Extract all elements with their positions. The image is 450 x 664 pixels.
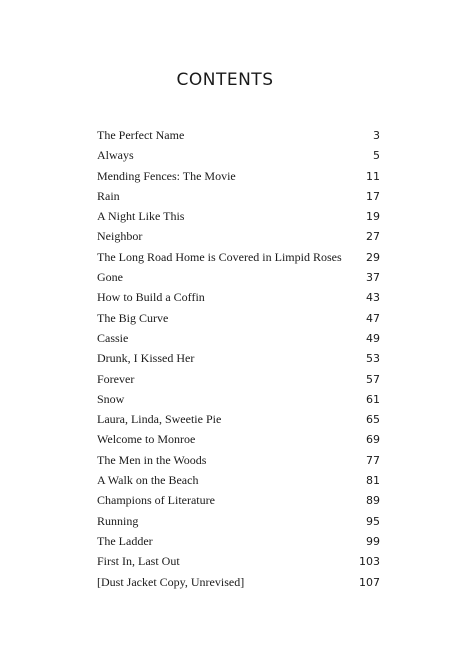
toc-entry bbox=[97, 247, 380, 267]
toc-entry-title: Snow bbox=[97, 391, 125, 406]
toc-entry bbox=[97, 389, 380, 409]
toc-entry-page-number: 95 bbox=[366, 514, 380, 528]
toc-entry-page-number: 11 bbox=[366, 169, 380, 183]
toc-entry bbox=[97, 267, 380, 287]
toc-entry-title: The Men in the Woods bbox=[97, 452, 207, 467]
toc-entry-title: The Perfect Name bbox=[97, 128, 185, 142]
toc-entry-title: Always bbox=[97, 148, 134, 163]
toc-entry bbox=[97, 125, 380, 145]
toc-entry bbox=[97, 429, 380, 449]
toc-entry-page-number: 77 bbox=[366, 453, 380, 467]
toc-entry bbox=[97, 287, 380, 307]
toc-entry bbox=[97, 226, 380, 246]
toc-entry-title: Gone bbox=[97, 270, 123, 285]
toc-entry bbox=[97, 308, 380, 328]
toc-entry-page-number: 57 bbox=[366, 372, 380, 386]
toc-entry bbox=[97, 348, 380, 368]
toc-entry bbox=[97, 206, 380, 226]
toc-entry-title: Running bbox=[97, 513, 139, 528]
toc-entry bbox=[97, 145, 380, 165]
toc-entry bbox=[97, 511, 380, 531]
toc-entry-page-number: 61 bbox=[366, 392, 380, 406]
toc-entry-title: The Ladder bbox=[97, 533, 153, 548]
toc-entry-page-number: 81 bbox=[366, 474, 380, 488]
toc-entry-title: Laura, Linda, Sweetie Pie bbox=[97, 412, 222, 427]
toc-entry-title: A Night Like This bbox=[97, 209, 185, 224]
toc-entry-title: Champions of Literature bbox=[97, 493, 215, 508]
toc-entry bbox=[97, 470, 380, 490]
toc-entry-title: Drunk, I Kissed Her bbox=[97, 351, 195, 366]
toc-entry bbox=[97, 450, 380, 470]
toc-entry-title: The Big Curve bbox=[97, 310, 169, 325]
toc-entry-title: The Long Road Home is Covered in Limpid Roses bbox=[97, 249, 342, 264]
toc-entry-title: How to Build a Coffin bbox=[97, 290, 205, 305]
toc-entry-page-number: 89 bbox=[366, 494, 380, 508]
toc-entry-title: Rain bbox=[97, 188, 120, 203]
toc-entry-page-number: 99 bbox=[366, 534, 380, 548]
toc-entry bbox=[97, 328, 380, 348]
toc-entry-title: First In, Last Out bbox=[97, 554, 180, 569]
toc-entry-page-number: 47 bbox=[366, 311, 380, 325]
toc-entry-page-number: 49 bbox=[366, 331, 380, 345]
toc-entry-title: Cassie bbox=[97, 330, 129, 345]
toc-entry-title: Welcome to Monroe bbox=[97, 432, 196, 447]
toc-entry-title: A Walk on the Beach bbox=[97, 473, 199, 488]
toc-entry-page-number: 69 bbox=[366, 433, 380, 447]
toc-entry-page-number: 29 bbox=[366, 250, 380, 264]
toc-entry-page-number: 53 bbox=[366, 352, 380, 366]
toc-entry-page-number: 27 bbox=[366, 230, 380, 244]
toc-entry-title: Neighbor bbox=[97, 229, 143, 244]
toc-entry bbox=[97, 490, 380, 510]
toc-entry-page-number: 3 bbox=[373, 129, 380, 142]
toc-entry-page-number: 37 bbox=[366, 271, 380, 285]
toc-entry-title: [Dust Jacket Copy, Unrevised] bbox=[97, 574, 245, 589]
toc-entry-title: Forever bbox=[97, 371, 135, 386]
toc-entry-page-number: 43 bbox=[366, 291, 380, 305]
table-of-contents bbox=[97, 125, 380, 592]
toc-entry-title: Mending Fences: The Movie bbox=[97, 168, 236, 183]
toc-entry-page-number: 19 bbox=[366, 210, 380, 224]
toc-entry bbox=[97, 531, 380, 551]
contents-heading: CONTENTS bbox=[176, 70, 274, 90]
toc-entry-page-number: 5 bbox=[373, 149, 380, 163]
toc-entry bbox=[97, 166, 380, 186]
toc-entry bbox=[97, 572, 380, 592]
toc-entry-page-number: 17 bbox=[366, 189, 380, 203]
toc-entry bbox=[97, 186, 380, 206]
toc-entry-page-number: 65 bbox=[366, 413, 380, 427]
toc-entry bbox=[97, 409, 380, 429]
toc-entry bbox=[97, 369, 380, 389]
toc-entry-page-number: 107 bbox=[359, 575, 380, 589]
toc-entry-page-number: 103 bbox=[359, 555, 380, 569]
toc-entry bbox=[97, 551, 380, 571]
